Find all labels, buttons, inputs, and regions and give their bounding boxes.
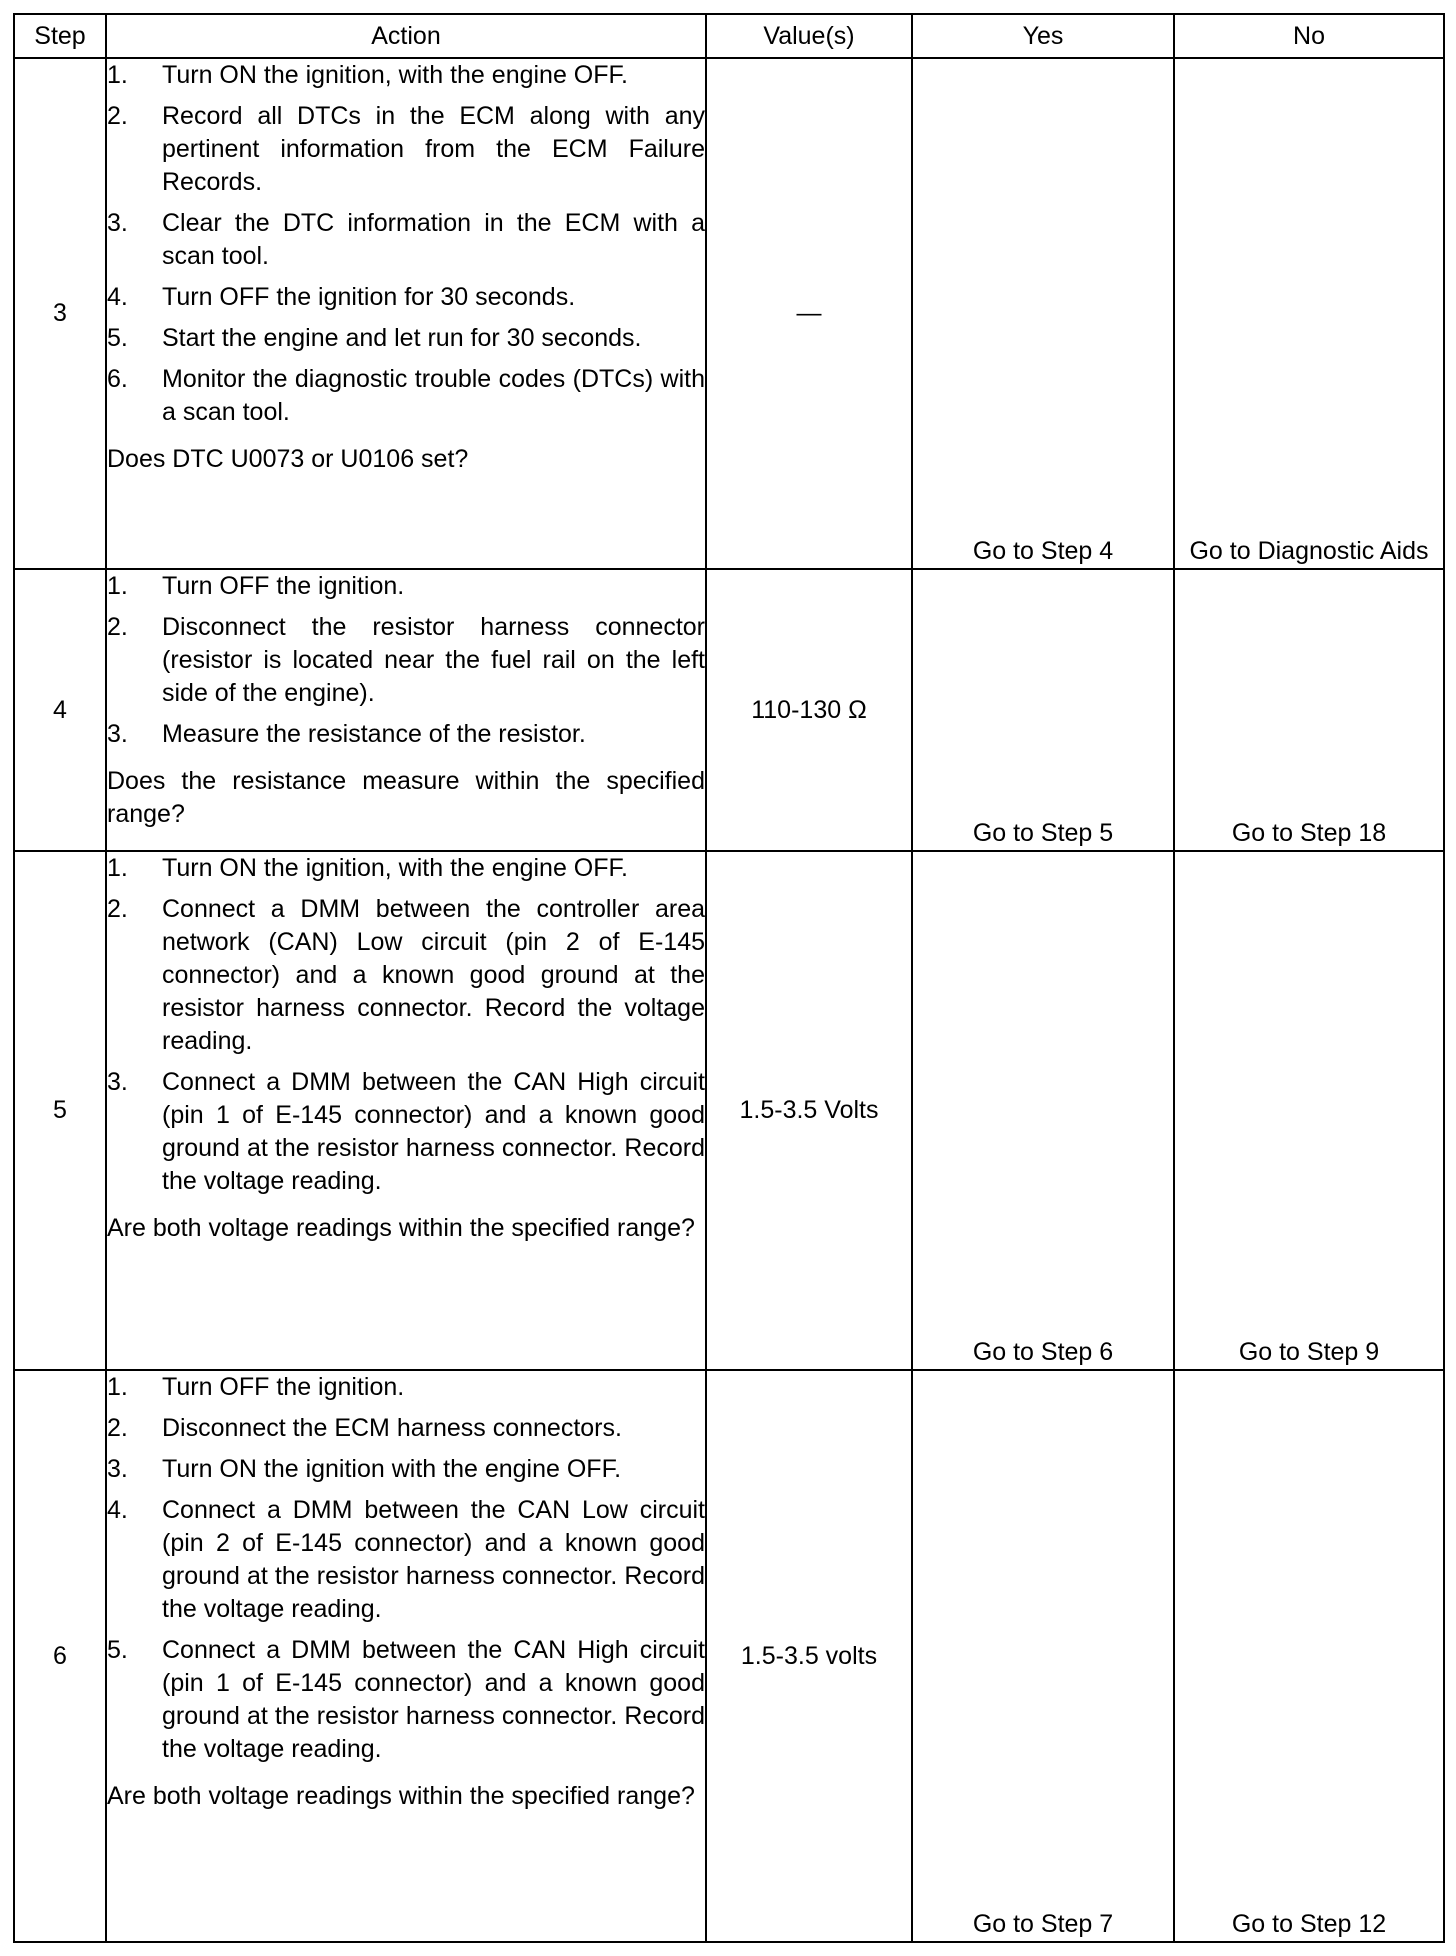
table-row [14,569,1444,851]
step-number: 6 [14,1370,106,1942]
action-item-number: 4. [107,283,128,311]
table-row [14,851,1444,1370]
action-item-number: 3. [107,209,128,237]
action-item [107,1412,705,1445]
value-cell: — [706,58,912,569]
action-item [107,1634,705,1766]
action-item-text: Monitor the diagnostic trouble codes (DTCs) with a scan tool. [162,365,705,426]
yes-cell: Go to Step 5 [912,569,1174,851]
action-item-text: Record all DTCs in the ECM along with any pertinent information from the ECM Failure Records. [162,102,705,196]
action-item-text: Turn ON the ignition, with the engine OFF. [162,61,628,89]
action-question: Are both voltage readings within the specified range? [107,1782,695,1810]
table-row [14,58,1444,569]
action-item-number: 2. [107,1414,128,1442]
header-step: Step [14,14,106,58]
action-question: Does DTC U0073 or U0106 set? [107,445,469,473]
no-cell: Go to Step 9 [1174,851,1444,1370]
action-item [107,100,705,199]
action-item-number: 3. [107,1455,128,1483]
action-item-text: Turn ON the ignition with the engine OFF. [162,1455,622,1483]
action-item-number: 2. [107,613,128,641]
action-item-text: Turn OFF the ignition. [162,572,405,600]
action-item [107,1066,705,1198]
action-list [107,1371,705,1766]
action-item-number: 5. [107,324,128,352]
action-item [107,59,705,92]
action-item [107,611,705,710]
no-cell: Go to Diagnostic Aids [1174,58,1444,569]
action-cell [106,851,706,1370]
no-cell: Go to Step 18 [1174,569,1444,851]
action-cell [106,1370,706,1942]
action-item-text: Measure the resistance of the resistor. [162,720,586,748]
diagnostic-table [13,13,1445,1943]
action-item [107,363,705,429]
action-question: Are both voltage readings within the specified range? [107,1214,695,1242]
action-question: Does the resistance measure within the specified range? [107,767,705,828]
header-action: Action [106,14,706,58]
action-list [107,852,705,1198]
action-item-number: 1. [107,1373,128,1401]
action-item [107,718,705,751]
action-list [107,570,705,751]
no-cell: Go to Step 12 [1174,1370,1444,1942]
header-values: Value(s) [706,14,912,58]
action-item-text: Start the engine and let run for 30 seconds. [162,324,642,352]
action-item [107,893,705,1058]
yes-cell: Go to Step 7 [912,1370,1174,1942]
action-item-text: Connect a DMM between the CAN High circuit (pin 1 of E-145 connector) and a known good ground at the resistor harness connector. Record the voltage reading. [162,1068,705,1195]
action-item-text: Turn OFF the ignition. [162,1373,405,1401]
value-cell: 110-130 Ω [706,569,912,851]
action-item-text: Disconnect the ECM harness connectors. [162,1414,622,1442]
action-item-text: Turn ON the ignition, with the engine OFF. [162,854,628,882]
action-item-text: Turn OFF the ignition for 30 seconds. [162,283,576,311]
action-item-number: 1. [107,61,128,89]
yes-cell: Go to Step 4 [912,58,1174,569]
action-item-number: 3. [107,720,128,748]
table-row [14,1370,1444,1942]
action-item [107,570,705,603]
action-item [107,852,705,885]
action-item-number: 3. [107,1068,128,1096]
action-item-number: 1. [107,854,128,882]
action-item-number: 6. [107,365,128,393]
step-number: 3 [14,58,106,569]
step-number: 5 [14,851,106,1370]
action-item [107,207,705,273]
table-body [14,58,1444,1942]
yes-cell: Go to Step 6 [912,851,1174,1370]
action-item-text: Connect a DMM between the controller area network (CAN) Low circuit (pin 2 of E-145 connector) and a known good ground at the resistor harness connector. Record the voltage reading. [162,895,705,1055]
action-item-number: 5. [107,1636,128,1664]
header-no: No [1174,14,1444,58]
action-cell [106,569,706,851]
action-item-text: Connect a DMM between the CAN Low circuit (pin 2 of E-145 connector) and a known good ground at the resistor harness connector. Record the voltage reading. [162,1496,705,1623]
action-item-text: Connect a DMM between the CAN High circuit (pin 1 of E-145 connector) and a known good ground at the resistor harness connector. Record the voltage reading. [162,1636,705,1763]
action-item [107,1453,705,1486]
action-list [107,59,705,429]
value-cell: 1.5-3.5 volts [706,1370,912,1942]
action-item-text: Clear the DTC information in the ECM with a scan tool. [162,209,705,270]
action-item [107,1494,705,1626]
action-item-text: Disconnect the resistor harness connector (resistor is located near the fuel rail on the left side of the engine). [162,613,705,707]
action-item-number: 4. [107,1496,128,1524]
action-item [107,322,705,355]
action-item [107,281,705,314]
value-cell: 1.5-3.5 Volts [706,851,912,1370]
header-yes: Yes [912,14,1174,58]
header-row [14,14,1444,58]
action-cell [106,58,706,569]
action-item-number: 2. [107,102,128,130]
step-number: 4 [14,569,106,851]
action-item-number: 1. [107,572,128,600]
action-item-number: 2. [107,895,128,923]
action-item [107,1371,705,1404]
